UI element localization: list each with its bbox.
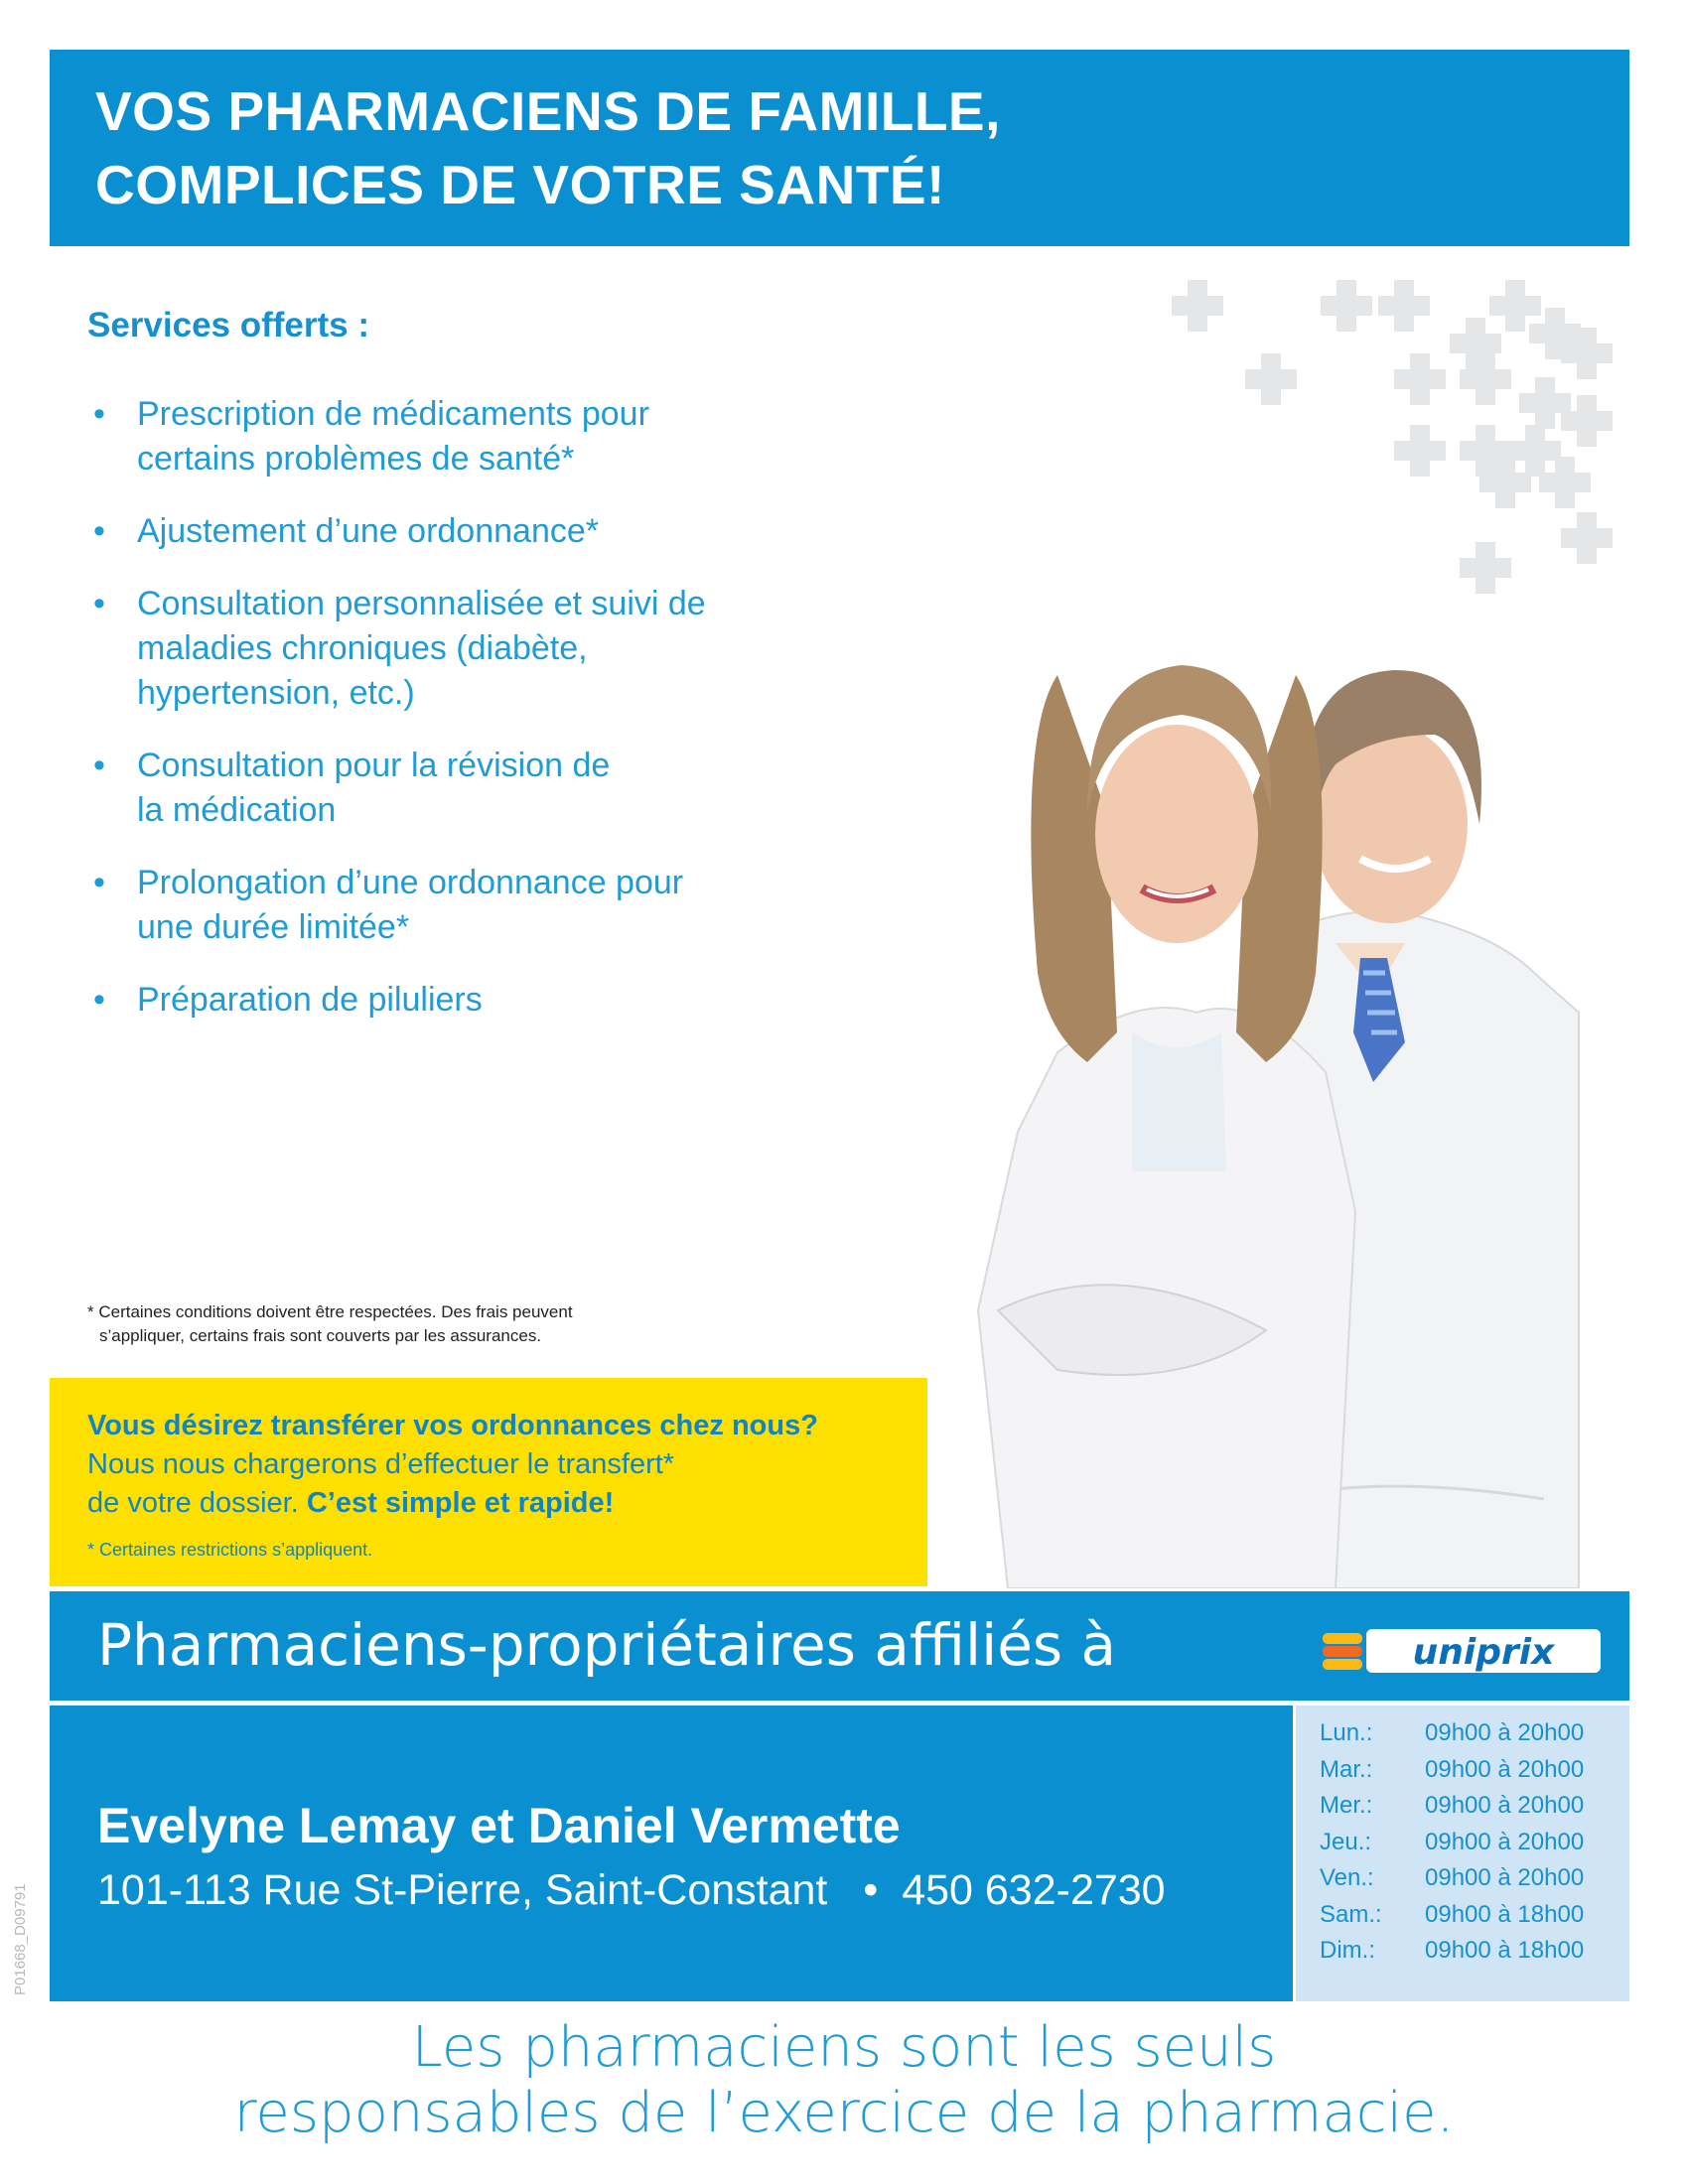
owners-names: Evelyne Lemay et Daniel Vermette [97, 1798, 901, 1853]
footnote [87, 1300, 763, 1348]
cross-icon [1394, 425, 1446, 477]
bullet-icon: • [93, 395, 105, 433]
hours-time: 09h00 à 18h00 [1425, 1900, 1585, 1928]
cross-icon [1460, 542, 1511, 594]
cross-icon [1539, 457, 1591, 508]
service-line: Consultation pour la révision de [137, 747, 611, 784]
cross-icon [1245, 353, 1297, 405]
headline-line-1: VOS PHARMACIENS DE FAMILLE, [95, 80, 1001, 142]
transfer-line-2-text: de votre dossier. [87, 1487, 299, 1519]
service-line: hypertension, etc.) [137, 674, 415, 712]
service-item [87, 392, 842, 481]
hours-day: Sam.: [1320, 1900, 1382, 1928]
footnote-line-2: s’appliquer, certains frais sont couverts par les assurances. [99, 1326, 542, 1345]
cross-icon [1460, 353, 1511, 405]
decorative-crosses [1162, 278, 1638, 615]
transfer-emphasis: C’est simple et rapide! [306, 1487, 615, 1519]
bullet-icon: • [93, 981, 105, 1019]
bullet-icon: • [93, 864, 105, 901]
affiliation-bar [50, 1591, 1629, 1701]
phone-number: 450 632-2730 [902, 1866, 1166, 1914]
service-item [87, 978, 842, 1023]
tagline [0, 2015, 1688, 2146]
owners-box [50, 1706, 1293, 2001]
hours-day: Mer.: [1320, 1792, 1373, 1819]
service-line: certains problèmes de santé* [137, 440, 575, 478]
transfer-line-2 [87, 1487, 614, 1520]
service-item [87, 744, 842, 833]
hours-time: 09h00 à 20h00 [1425, 1719, 1585, 1746]
hours-time: 09h00 à 20h00 [1425, 1792, 1585, 1819]
service-line: une durée limitée* [137, 908, 410, 946]
affiliation-text: Pharmaciens-propriétaires affiliés à [97, 1611, 1117, 1679]
service-line: Consultation personnalisée et suivi de [137, 585, 706, 622]
service-line: la médication [137, 791, 337, 829]
hours-day: Lun.: [1320, 1719, 1373, 1746]
service-line: Prolongation d’une ordonnance pour [137, 864, 684, 901]
hours-day: Jeu.: [1320, 1828, 1372, 1855]
uniprix-logo [1323, 1629, 1601, 1673]
service-item [87, 509, 842, 554]
headline-line-2: COMPLICES DE VOTRE SANTÉ! [95, 154, 945, 215]
transfer-question: Vous désirez transférer vos ordonnances chez nous? [87, 1410, 818, 1441]
cross-icon [1561, 395, 1613, 447]
address: 101-113 Rue St-Pierre, Saint-Constant [97, 1866, 828, 1914]
service-line: Préparation de piluliers [137, 981, 483, 1019]
cross-icon [1321, 280, 1372, 332]
tagline-line-2: responsables de l’exercice de la pharmacie. [233, 2081, 1455, 2145]
separator-dot: • [839, 1866, 891, 1914]
tagline-line-1: Les pharmaciens sont les seuls [411, 2015, 1277, 2080]
owners-contact [97, 1866, 1166, 1915]
service-line: Ajustement d’une ordonnance* [137, 512, 599, 550]
bullet-icon: • [93, 585, 105, 622]
hours-time: 09h00 à 18h00 [1425, 1937, 1585, 1964]
pharmacists-photo [938, 615, 1633, 1588]
transfer-restriction: * Certaines restrictions s’appliquent. [87, 1540, 373, 1560]
service-item [87, 861, 842, 950]
hours-time: 09h00 à 20h00 [1425, 1864, 1585, 1891]
bullet-icon: • [93, 747, 105, 784]
hours-day: Mar.: [1320, 1755, 1373, 1783]
cross-icon [1394, 353, 1446, 405]
service-line: maladies chroniques (diabète, [137, 629, 588, 667]
document-code: P01668_D09791 [12, 1883, 29, 1995]
cross-icon [1479, 457, 1531, 508]
hours-day: Dim.: [1320, 1937, 1375, 1964]
service-line: Prescription de médicaments pour [137, 395, 649, 433]
cross-icon [1561, 328, 1613, 379]
logo-text: uniprix [1412, 1632, 1555, 1673]
transfer-line-1: Nous nous chargerons d’effectuer le transfert* [87, 1448, 675, 1480]
bullet-icon: • [93, 512, 105, 550]
female-pharmacist [978, 665, 1355, 1588]
cross-icon [1172, 280, 1223, 332]
services-list [87, 392, 842, 1050]
header-banner [50, 50, 1629, 246]
cross-icon [1378, 280, 1430, 332]
cross-icon [1561, 512, 1613, 564]
footnote-line-1: * Certaines conditions doivent être respectées. Des frais peuvent [87, 1302, 573, 1321]
hours-box [1296, 1706, 1629, 2001]
hours-day: Ven.: [1320, 1864, 1374, 1891]
services-title: Services offerts : [87, 306, 370, 344]
transfer-box [50, 1378, 927, 1586]
hours-time: 09h00 à 20h00 [1425, 1828, 1585, 1855]
service-item [87, 582, 842, 716]
hours-time: 09h00 à 20h00 [1425, 1755, 1585, 1783]
